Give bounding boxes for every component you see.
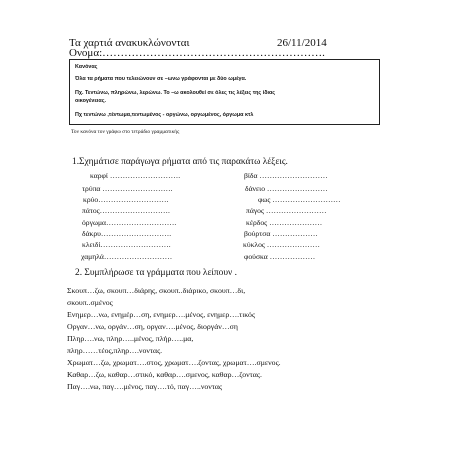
exercise-1-item: δάνειο ……………………: [245, 184, 328, 193]
exercise-2-line: σκουπ..σμένος: [67, 298, 113, 307]
exercise-1-item: κύκλος …………………: [243, 240, 320, 249]
exercise-2-line: Χρωματ…ζω, χρωματ….στος, χρωματ….ζοντας, χρωματ….σμενος.: [67, 358, 281, 367]
rule-box: [69, 59, 380, 125]
exercise-2-line: Οργαν…νω, οργάν…ση, οργαν….μένος, διοργάν…ση: [67, 322, 238, 331]
rule-line-3: οικογένειας.: [75, 98, 107, 104]
student-name-line: Ονομα:…………………………………………………….: [69, 47, 325, 59]
exercise-1-item: φούσκα ………………: [244, 252, 316, 261]
exercise-2-line: Σκουπ…ζω, σκουπ…διάρης, σκουπ..διάρικο, σκουπ…δι,: [67, 286, 246, 295]
exercise-1-item: χαμηλά………………………: [81, 252, 173, 261]
exercise-1-item: βούρτσα ………………: [244, 229, 318, 238]
worksheet-date: 26/11/2014: [277, 37, 327, 49]
exercise-1-item: όργωμα……………………….: [82, 218, 177, 227]
rule-line-2: Πχ. Τεντώνω, πληρώνω, λερώνω. Το –ω ακολουθεί σε όλες τις λέξεις της ίδιας: [75, 90, 276, 96]
rule-line-1: Όλα τα ρήματα που τελειώνουν σε –ωνω γράφονται με δύο ωμέγα.: [75, 76, 247, 82]
exercise-1-item: κλειδί……………………….: [82, 240, 171, 249]
exercise-1-item: πάγος ……………………: [246, 206, 327, 215]
rule-heading: Κανόνας: [75, 64, 98, 70]
exercise-1-item: φως ………………………: [258, 195, 341, 204]
exercise-2-line: Ενημερ…νω, ενημέρ…ση, ενημερ….μένος, ενημερ….τικός: [67, 310, 256, 319]
notebook-note: Τον κανόνα τον γράφω στο τετράδιο γραμματικής: [71, 129, 180, 135]
exercise-1-item: βίδα ………………………: [244, 171, 328, 180]
rule-line-4: Πχ τεντώνω ,τέντωμα,τεντωμένος - οργώνω, οργωμένος, όργωμα κτλ: [75, 112, 254, 118]
exercise-1-item: πάτος……………………….: [82, 206, 170, 215]
exercise-2-line: Παγ….νω, παγ….μένος, παγ….τό, παγ…..νοντας: [67, 382, 223, 391]
exercise-1-title: 1.Σχημάτισε παράγωγα ρήματα από τις παρακάτω λέξεις.: [72, 157, 288, 167]
exercise-1-item: κρύο……………………….: [83, 195, 169, 204]
exercise-2-line: Καθαρ…ζω, καθαρ…στικό, καθαρ….σμενος, καθαρ…ζοντας.: [67, 370, 262, 379]
exercise-1-item: τρύπα ……………………….: [82, 184, 173, 193]
exercise-2-line: πληρ……τέος,πληρ….νοντας.: [67, 346, 163, 355]
exercise-2-line: Πληρ….νω, πληρ…..μένος, πλήρ…..μα,: [67, 334, 194, 343]
exercise-1-item: δάκρυ……………………….: [82, 229, 172, 238]
exercise-1-item: καρφί ……………………….: [90, 171, 181, 180]
exercise-1-item: κέρδος …………………: [246, 218, 323, 227]
worksheet-title: Τα χαρτιά ανακυκλώνονται: [69, 37, 190, 49]
exercise-2-title: 2. Συμπλήρωσε τα γράμματα που λείπουν .: [75, 268, 237, 278]
